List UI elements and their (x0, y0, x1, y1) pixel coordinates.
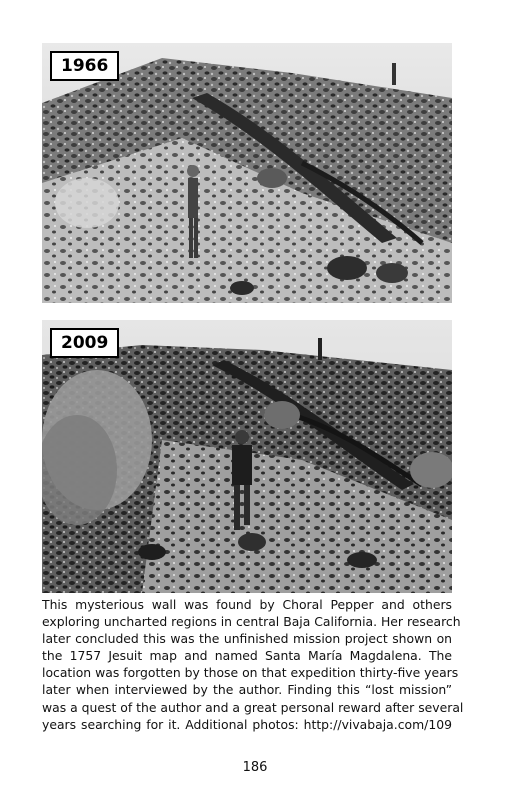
photo-2009 (42, 320, 452, 593)
caption-line: location was forgotten by those on that expedition thirty-five years (42, 665, 459, 681)
caption-line: later when interviewed by the author. Finding this “lost mission” (42, 682, 452, 698)
hillside-photo-1966 (42, 43, 452, 303)
caption-line: This mysterious wall was found by Choral Pepper and others (42, 597, 452, 612)
year-label-2009: 2009 (50, 328, 119, 358)
page-number: 186 (242, 760, 268, 775)
photo-1966 (42, 43, 452, 303)
caption-line: exploring uncharted regions in central Baja California. Her research (42, 614, 461, 630)
photo-caption (42, 596, 464, 733)
caption-line: was a quest of the author and a great personal reward after several (42, 699, 464, 715)
caption-line: later concluded this was the unfinished mission project shown on (42, 631, 452, 647)
year-label-1966: 1966 (50, 51, 119, 81)
caption-line: years searching for it. Additional photos: http://vivabaja.com/109 (42, 716, 452, 732)
caption-line: the 1757 Jesuit map and named Santa María Magdalena. The (42, 648, 452, 664)
hillside-photo-2009 (42, 320, 452, 593)
